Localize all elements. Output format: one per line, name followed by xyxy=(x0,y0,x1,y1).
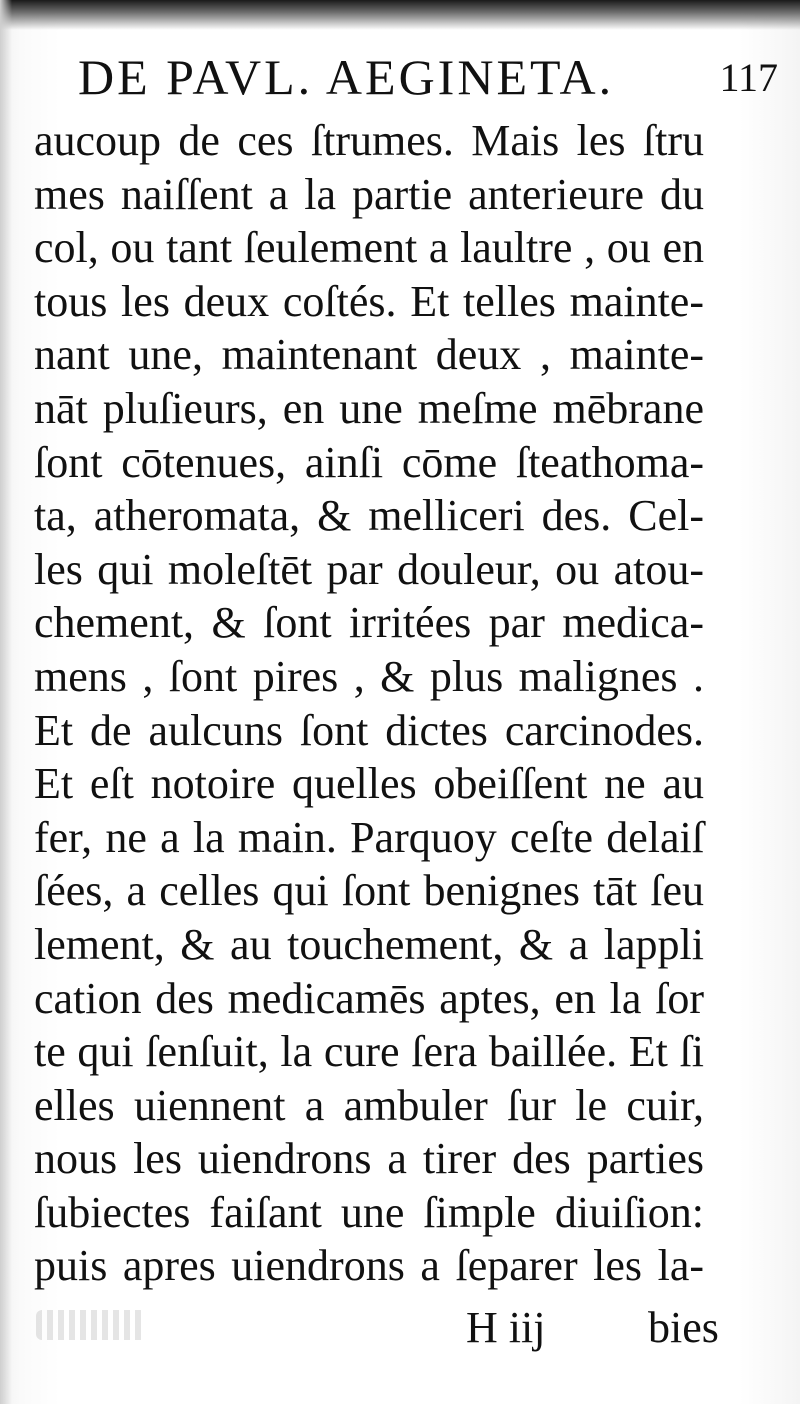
text-line: lement, & au touchement, & a lappli xyxy=(34,919,704,969)
text-line: ta, atheromata, & melliceri des. Cel- xyxy=(34,491,704,541)
page-header xyxy=(78,48,778,112)
text-line: col, ou tant ſeulement a laultre , ou en xyxy=(34,223,704,273)
text-line: nāt pluſieurs, en une meſme mēbrane xyxy=(34,383,704,433)
text-line: te qui ſenſuit, la cure ſera baillée. Et ſi xyxy=(34,1027,704,1077)
page-top-shadow xyxy=(0,0,800,30)
text-line: aucoup de ces ſtrumes. Mais les ſtru xyxy=(34,116,704,165)
text-line: nous les uiendrons a tirer des parties xyxy=(34,1134,704,1184)
text-line: Et de aulcuns ſont dictes carcinodes. xyxy=(34,705,704,755)
text-line: les qui moleſtēt par douleur, ou atou- xyxy=(34,544,704,594)
text-line: elles uiennent a ambuler ſur le cuir, xyxy=(34,1080,704,1130)
text-line: nant une, maintenant deux , mainte- xyxy=(34,330,704,380)
page-gutter-shadow xyxy=(0,0,12,1404)
text-line: fer, ne a la main. Parquoy ceſte delaiſ xyxy=(34,812,704,862)
text-line: cation des medicamēs aptes, en la ſor xyxy=(34,973,704,1023)
text-line: ſubiectes faiſant une ſimple diuiſion: xyxy=(34,1187,704,1237)
text-line: Et eſt notoire quelles obeiſſent ne au xyxy=(34,759,704,809)
text-line: ſont cōtenues, ainſi cōme ſteathoma- xyxy=(34,437,704,487)
body-text xyxy=(34,114,714,1293)
running-head: DE PAVL. AEGINETA. xyxy=(78,49,615,105)
signature-mark: H iij xyxy=(466,1303,546,1352)
page-number: 117 xyxy=(719,55,778,100)
text-line: puis apres uiendrons a ſeparer les la- xyxy=(34,1241,704,1291)
catchword: bies xyxy=(648,1303,719,1352)
text-line: mens , ſont pires , & plus malignes . xyxy=(34,651,704,701)
text-line: tous les deux coſtés. Et telles mainte- xyxy=(34,276,704,326)
text-line: chement, & ſont irritées par medica- xyxy=(34,598,704,648)
ink-bleed-through xyxy=(36,1310,146,1340)
text-line: ſées, a celles qui ſont benignes tāt ſeu xyxy=(34,866,704,916)
text-line: mes naiſſent a la partie anterieure du xyxy=(34,169,704,219)
